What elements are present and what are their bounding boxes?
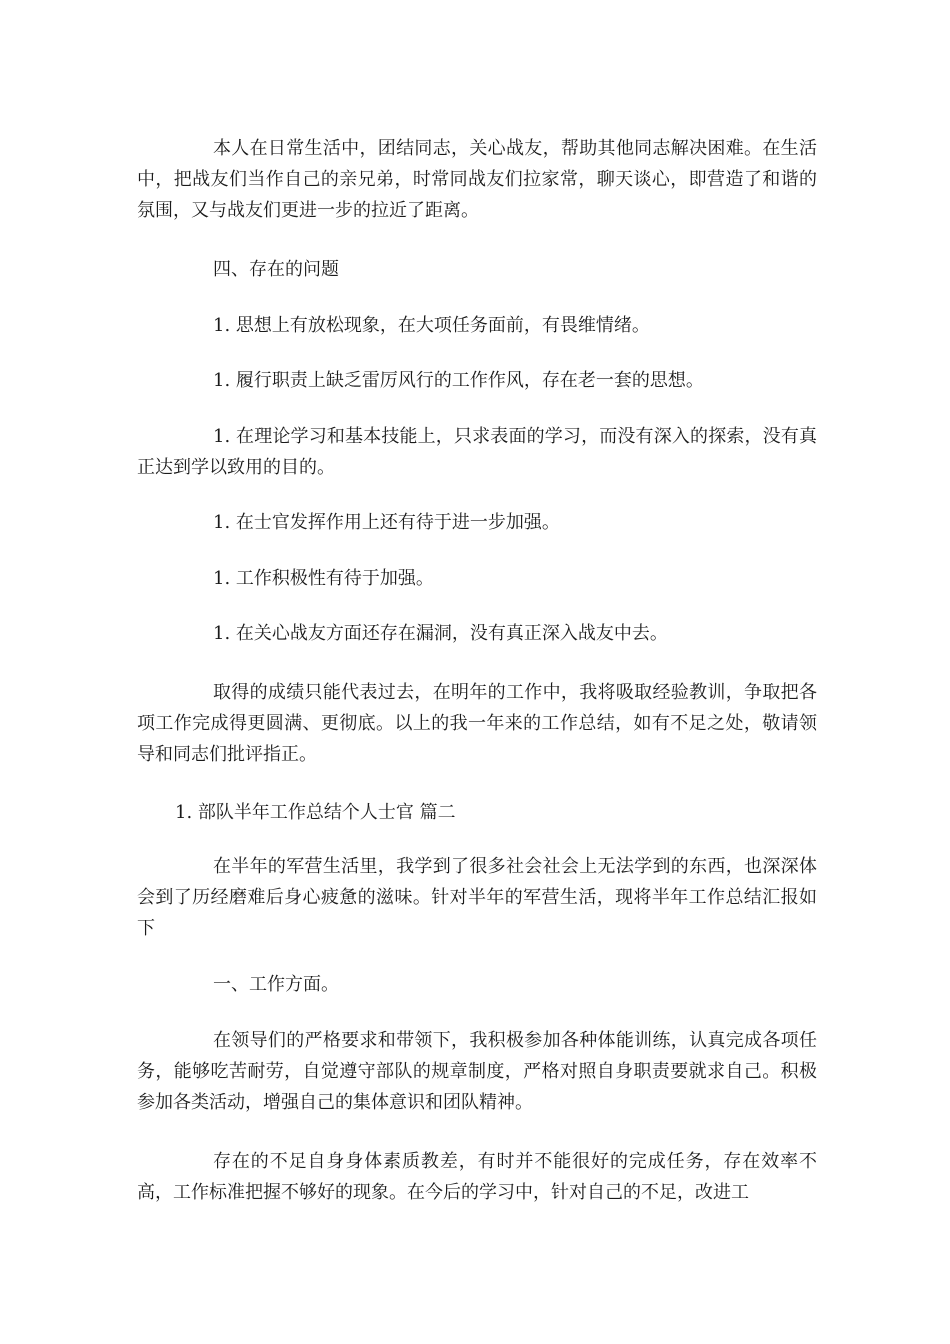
list-item-problem-3: 1. 在理论学习和基本技能上，只求表面的学习，而没有深入的探索，没有真正达到学以致用的目的。 — [137, 426, 817, 478]
paragraph-work-details: 在领导们的严格要求和带领下，我积极参加各种体能训练，认真完成各项任务，能够吃苦耐劳，自觉遵守部队的规章制度，严格对照自身职责要就求自己。积极参加各类活动，增强自己的集体意识和团队精神。 — [137, 1030, 817, 1113]
paragraph-shortcomings: 存在的不足自身身体素质教差，有时并不能很好的完成任务，存在效率不高，工作标准把握不够好的现象。在今后的学习中，针对自己的不足，改进工 — [137, 1151, 817, 1203]
paragraph-conclusion: 取得的成绩只能代表过去，在明年的工作中，我将吸取经验教训，争取把各项工作完成得更圆满、更彻底。以上的我一年来的工作总结，如有不足之处，敬请领导和同志们批评指正。 — [137, 682, 817, 765]
section-heading-problems: 四、存在的问题 — [213, 259, 339, 280]
section-title-part-two: 1. 部队半年工作总结个人士官 篇二 — [175, 802, 456, 823]
paragraph-daily-life: 本人在日常生活中，团结同志，关心战友，帮助其他同志解决困难。在生活中，把战友们当作自己的亲兄弟，时常同战友们拉家常，聊天谈心，即营造了和谐的氛围，又与战友们更进一步的拉近了距离。 — [137, 138, 817, 221]
list-item-problem-2: 1. 履行职责上缺乏雷厉风行的工作作风，存在老一套的思想。 — [213, 370, 704, 391]
list-item-problem-6: 1. 在关心战友方面还存在漏洞，没有真正深入战友中去。 — [213, 623, 668, 644]
list-item-problem-4: 1. 在士官发挥作用上还有待于进一步加强。 — [213, 512, 560, 533]
list-item-problem-1: 1. 思想上有放松现象，在大项任务面前，有畏维情绪。 — [213, 315, 650, 336]
section-heading-work: 一、工作方面。 — [213, 974, 339, 995]
list-item-problem-5: 1. 工作积极性有待于加强。 — [213, 568, 434, 589]
paragraph-intro-part-two: 在半年的军营生活里，我学到了很多社会社会上无法学到的东西，也深深体会到了历经磨难后身心疲惫的滋味。针对半年的军营生活，现将半年工作总结汇报如下 — [137, 856, 817, 939]
